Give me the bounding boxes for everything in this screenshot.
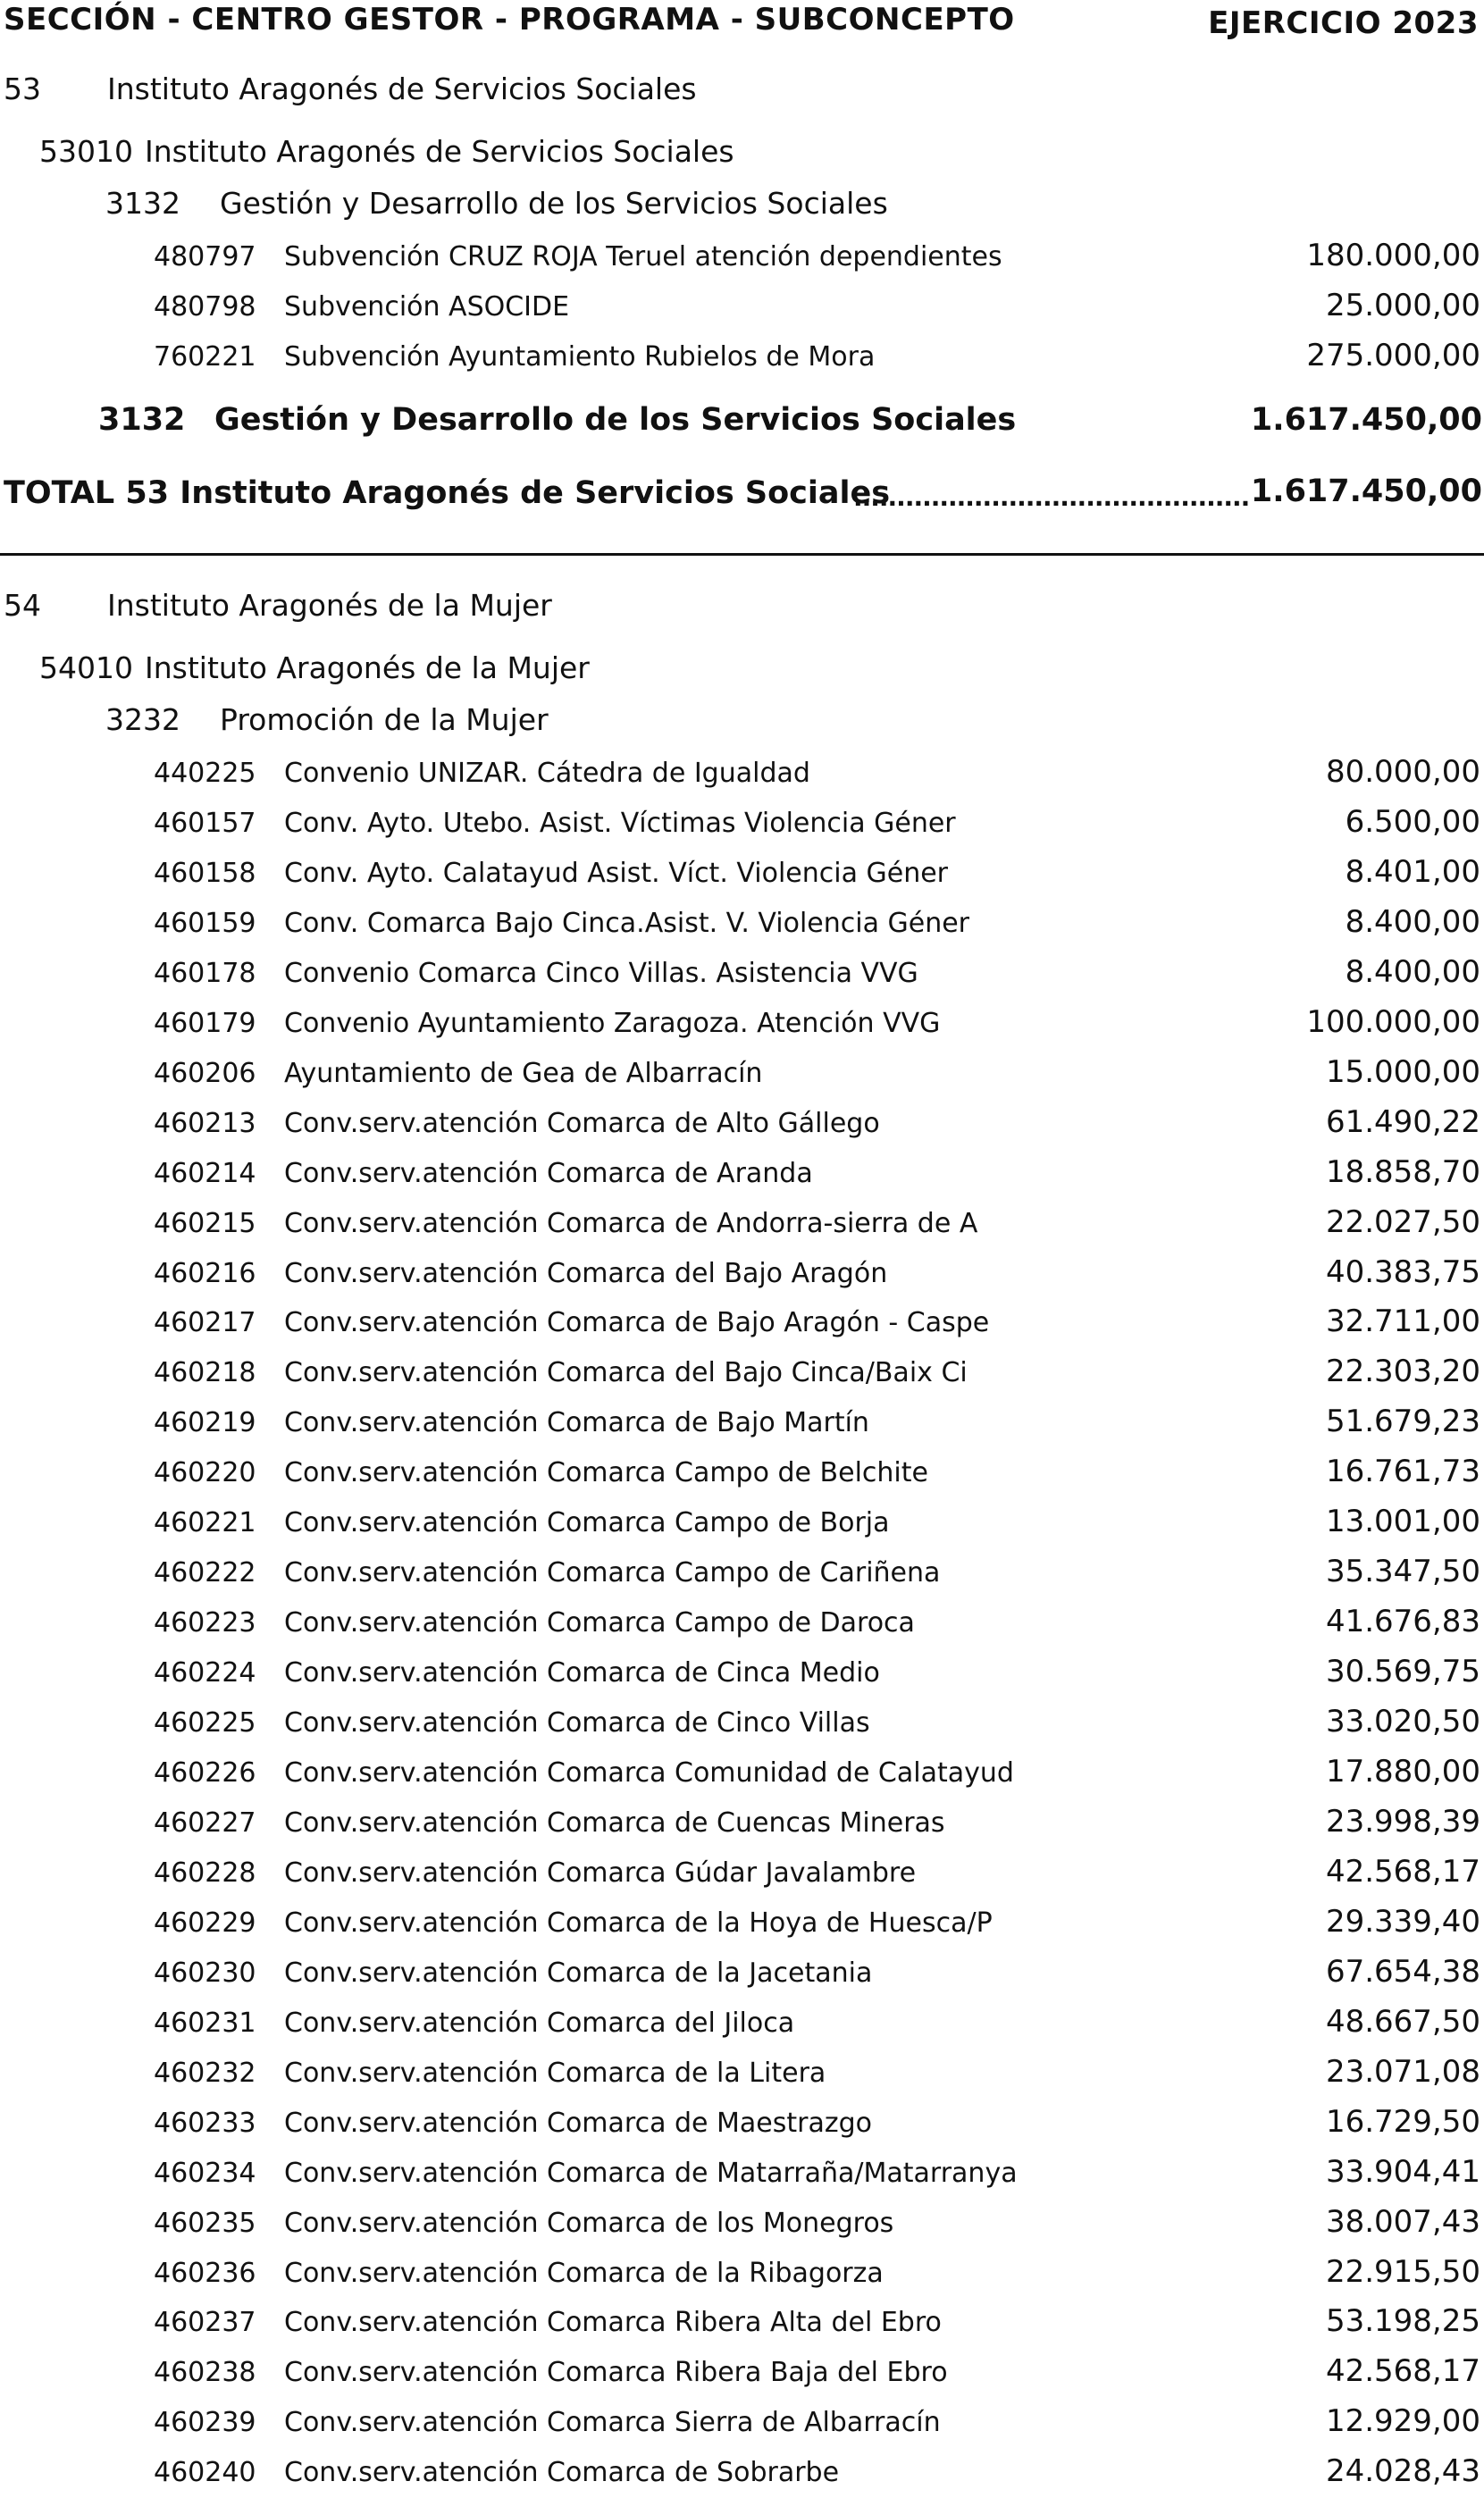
line-item-description: Conv. Ayto. Utebo. Asist. Víctimas Violencia Géner <box>284 807 956 839</box>
line-item-amount: 35.347,50 <box>1325 1554 1480 1590</box>
line-item-description: Conv.serv.atención Comarca de Andorra-sierra de A <box>284 1207 978 1239</box>
program-name: Promoción de la Mujer <box>220 702 549 737</box>
line-item-row <box>0 849 1484 899</box>
line-item-amount: 40.383,75 <box>1325 1253 1480 1290</box>
section-code: 53 <box>4 71 41 106</box>
line-item-code: 460233 <box>154 2107 256 2139</box>
line-item-description: Conv.serv.atención Comarca de Bajo Aragón - Caspe <box>284 1307 990 1339</box>
line-item-description: Conv.serv.atención Comarca de la Hoya de Huesca/P <box>284 1907 993 1939</box>
line-item-code: 460222 <box>154 1557 256 1589</box>
line-item-amount: 53.198,25 <box>1325 2303 1480 2340</box>
line-item-row <box>0 1798 1484 1848</box>
fiscal-year-label: EJERCICIO 2023 <box>1208 5 1479 41</box>
line-item-code: 460237 <box>154 2307 256 2339</box>
section-divider <box>0 553 1484 556</box>
line-item-row <box>0 1199 1484 1249</box>
line-item-description: Conv. Ayto. Calatayud Asist. Víct. Violencia Géner <box>284 857 949 889</box>
line-item-code: 440225 <box>154 758 256 789</box>
line-item-row <box>0 999 1484 1049</box>
program-3132-heading <box>105 186 888 221</box>
program-name: Gestión y Desarrollo de los Servicios Sociales <box>220 186 888 221</box>
program-code: 3232 <box>105 702 180 737</box>
line-item-code: 460214 <box>154 1157 256 1189</box>
leader-dots: .............................................. <box>853 482 1250 512</box>
line-item-code: 460239 <box>154 2407 256 2439</box>
line-item-row <box>0 282 1484 332</box>
line-item-row <box>0 1748 1484 1798</box>
section-code: 54 <box>4 588 41 623</box>
line-item-row <box>0 1448 1484 1498</box>
line-item-row <box>0 2149 1484 2199</box>
line-item-description: Conv.serv.atención Comarca de Alto Gállego <box>284 1107 880 1139</box>
line-item-description: Conv.serv.atención Comarca de la Ribagorza <box>284 2257 884 2289</box>
line-item-description: Conv.serv.atención Comarca Comunidad de Calatayud <box>284 1757 1014 1789</box>
line-item-row <box>0 232 1484 282</box>
line-item-code: 480798 <box>154 291 256 323</box>
line-item-amount: 18.858,70 <box>1325 1153 1480 1190</box>
line-item-amount: 29.339,40 <box>1325 1903 1480 1940</box>
line-item-amount: 24.028,43 <box>1325 2453 1480 2490</box>
line-item-amount: 30.569,75 <box>1325 1654 1480 1690</box>
line-item-code: 460216 <box>154 1257 256 1289</box>
section-54-heading <box>4 588 552 623</box>
line-item-code: 460159 <box>154 907 256 939</box>
line-item-amount: 61.490,22 <box>1325 1103 1480 1140</box>
line-item-row <box>0 1598 1484 1648</box>
line-item-row <box>0 949 1484 999</box>
line-item-description: Conv.serv.atención Comarca de la Litera <box>284 2057 826 2089</box>
section-total-amount: 1.617.450,00 <box>1250 474 1482 509</box>
line-item-row <box>0 1348 1484 1398</box>
line-item-code: 460213 <box>154 1107 256 1139</box>
line-item-code: 460217 <box>154 1307 256 1339</box>
line-item-code: 460218 <box>154 1357 256 1389</box>
line-item-description: Conv.serv.atención Comarca Campo de Borja <box>284 1507 890 1539</box>
line-item-amount: 41.676,83 <box>1325 1604 1480 1640</box>
line-item-code: 460226 <box>154 1757 256 1789</box>
program-subtotal-label <box>98 402 1017 438</box>
center-name: Instituto Aragonés de la Mujer <box>145 650 590 685</box>
line-item-code: 460229 <box>154 1907 256 1939</box>
line-item-amount: 275.000,00 <box>1306 338 1480 373</box>
center-code: 53010 <box>39 134 133 169</box>
line-item-description: Conv.serv.atención Comarca de Cuencas Mineras <box>284 1806 945 1839</box>
line-item-amount: 15.000,00 <box>1325 1053 1480 1090</box>
line-item-description: Conv.serv.atención Comarca del Jiloca <box>284 2007 795 2039</box>
line-item-code: 460232 <box>154 2057 256 2089</box>
line-item-amount: 100.000,00 <box>1306 1003 1480 1040</box>
line-item-description: Convenio Ayuntamiento Zaragoza. Atención VVG <box>284 1007 941 1039</box>
line-item-code: 460228 <box>154 1857 256 1889</box>
line-item-row <box>0 1249 1484 1299</box>
line-item-code: 480797 <box>154 241 256 272</box>
line-item-amount: 48.667,50 <box>1325 2003 1480 2040</box>
line-item-description: Conv.serv.atención Comarca del Bajo Cinca/Baix Ci <box>284 1357 968 1389</box>
line-item-code: 460235 <box>154 2207 256 2239</box>
line-item-amount: 22.027,50 <box>1325 1203 1480 1240</box>
line-item-code: 460225 <box>154 1707 256 1739</box>
line-item-code: 460230 <box>154 1957 256 1989</box>
line-item-code: 460240 <box>154 2457 256 2489</box>
line-item-amount: 42.568,17 <box>1325 2353 1480 2390</box>
line-item-description: Subvención CRUZ ROJA Teruel atención dependientes <box>284 241 1002 272</box>
section-53-heading <box>4 71 697 106</box>
line-item-code: 460238 <box>154 2357 256 2389</box>
line-item-code: 460179 <box>154 1007 256 1039</box>
line-item-amount: 8.400,00 <box>1345 903 1480 940</box>
line-item-description: Conv.serv.atención Comarca Campo de Daroca <box>284 1607 915 1639</box>
line-item-row <box>0 1848 1484 1899</box>
line-item-description: Conv. Comarca Bajo Cinca.Asist. V. Violencia Géner <box>284 907 970 939</box>
section-name: Instituto Aragonés de Servicios Sociales <box>107 71 697 106</box>
program-code: 3132 <box>105 186 180 221</box>
line-item-row <box>0 1999 1484 2049</box>
line-item-amount: 32.711,00 <box>1325 1303 1480 1340</box>
line-item-description: Conv.serv.atención Comarca Gúdar Javalambre <box>284 1857 917 1889</box>
line-item-code: 460158 <box>154 857 256 889</box>
subtotal-name: Gestión y Desarrollo de los Servicios Sociales <box>214 402 1017 438</box>
line-item-row <box>0 749 1484 799</box>
line-item-amount: 16.729,50 <box>1325 2103 1480 2140</box>
line-item-description: Conv.serv.atención Comarca Ribera Baja del Ebro <box>284 2357 948 2389</box>
line-item-row <box>0 2448 1484 2498</box>
line-item-description: Conv.serv.atención Comarca de Cinco Villas <box>284 1707 870 1739</box>
line-item-row <box>0 799 1484 849</box>
line-item-description: Conv.serv.atención Comarca de Sobrarbe <box>284 2457 840 2489</box>
line-item-code: 460220 <box>154 1457 256 1489</box>
line-item-description: Subvención Ayuntamiento Rubielos de Mora <box>284 341 876 373</box>
line-item-code: 460157 <box>154 807 256 839</box>
center-code: 54010 <box>39 650 133 685</box>
line-item-description: Conv.serv.atención Comarca de Maestrazgo <box>284 2107 873 2139</box>
line-item-amount: 67.654,38 <box>1325 1953 1480 1990</box>
line-item-amount: 33.020,50 <box>1325 1704 1480 1740</box>
subtotal-code: 3132 <box>98 402 186 438</box>
line-item-row <box>0 2199 1484 2249</box>
line-item-amount: 51.679,23 <box>1325 1404 1480 1440</box>
line-item-description: Conv.serv.atención Comarca del Bajo Aragón <box>284 1257 888 1289</box>
line-item-row <box>0 1949 1484 1999</box>
line-item-amount: 22.303,20 <box>1325 1354 1480 1390</box>
line-item-amount: 22.915,50 <box>1325 2253 1480 2290</box>
line-item-row <box>0 2099 1484 2149</box>
line-item-amount: 8.401,00 <box>1345 853 1480 890</box>
line-item-row <box>0 1398 1484 1448</box>
line-item-amount: 13.001,00 <box>1325 1504 1480 1540</box>
line-item-description: Conv.serv.atención Comarca de Matarraña/Matarranya <box>284 2157 1018 2189</box>
line-item-row <box>0 1899 1484 1949</box>
line-item-row <box>0 1548 1484 1598</box>
line-item-row <box>0 899 1484 949</box>
line-item-row <box>0 1049 1484 1099</box>
line-item-description: Conv.serv.atención Comarca Sierra de Albarracín <box>284 2407 941 2439</box>
line-item-code: 460224 <box>154 1657 256 1689</box>
line-item-amount: 17.880,00 <box>1325 1754 1480 1790</box>
line-item-code: 460206 <box>154 1057 256 1089</box>
center-53010-heading <box>39 134 734 169</box>
line-item-amount: 38.007,43 <box>1325 2203 1480 2240</box>
line-item-amount: 12.929,00 <box>1325 2403 1480 2440</box>
line-item-row <box>0 1498 1484 1548</box>
line-item-description: Conv.serv.atención Comarca de los Monegros <box>284 2207 894 2239</box>
line-item-description: Conv.serv.atención Comarca de Bajo Martín <box>284 1407 869 1439</box>
line-item-code: 460234 <box>154 2157 256 2189</box>
line-item-code: 760221 <box>154 341 256 373</box>
line-item-row <box>0 1648 1484 1698</box>
center-name: Instituto Aragonés de Servicios Sociales <box>145 134 734 169</box>
section-name: Instituto Aragonés de la Mujer <box>107 588 552 623</box>
line-item-code: 460178 <box>154 957 256 989</box>
section-total-label: TOTAL 53 Instituto Aragonés de Servicios Sociales <box>4 475 891 511</box>
line-item-amount: 25.000,00 <box>1325 288 1480 323</box>
program-subtotal-amount: 1.617.450,00 <box>1250 402 1482 438</box>
line-item-amount: 33.904,41 <box>1325 2153 1480 2190</box>
line-item-description: Subvención ASOCIDE <box>284 291 570 323</box>
line-item-description: Conv.serv.atención Comarca Ribera Alta del Ebro <box>284 2307 942 2339</box>
line-item-row <box>0 332 1484 382</box>
line-item-code: 460215 <box>154 1207 256 1239</box>
line-item-row <box>0 1099 1484 1149</box>
line-item-amount: 16.761,73 <box>1325 1454 1480 1490</box>
line-item-amount: 42.568,17 <box>1325 1853 1480 1890</box>
line-item-description: Convenio UNIZAR. Cátedra de Igualdad <box>284 758 810 789</box>
line-item-code: 460227 <box>154 1806 256 1839</box>
line-item-description: Conv.serv.atención Comarca Campo de Belchite <box>284 1457 928 1489</box>
line-item-code: 460221 <box>154 1507 256 1539</box>
line-item-row <box>0 2298 1484 2348</box>
line-item-description: Conv.serv.atención Comarca Campo de Cariñena <box>284 1557 941 1589</box>
line-item-row <box>0 2049 1484 2099</box>
line-item-amount: 6.500,00 <box>1345 803 1480 840</box>
line-item-row <box>0 1298 1484 1348</box>
line-item-code: 460223 <box>154 1607 256 1639</box>
line-item-amount: 180.000,00 <box>1306 238 1480 273</box>
line-item-amount: 8.400,00 <box>1345 953 1480 990</box>
line-item-row <box>0 2249 1484 2299</box>
program-3232-heading <box>105 702 549 737</box>
line-item-amount: 23.998,39 <box>1325 1803 1480 1840</box>
line-item-code: 460236 <box>154 2257 256 2289</box>
column-header-title: SECCIÓN - CENTRO GESTOR - PROGRAMA - SUBCONCEPTO <box>4 2 1015 38</box>
line-item-description: Conv.serv.atención Comarca de Aranda <box>284 1157 813 1189</box>
line-item-description: Ayuntamiento de Gea de Albarracín <box>284 1057 763 1089</box>
center-54010-heading <box>39 650 590 685</box>
line-item-description: Conv.serv.atención Comarca de la Jacetania <box>284 1957 873 1989</box>
line-item-row <box>0 1149 1484 1199</box>
line-item-amount: 23.071,08 <box>1325 2053 1480 2090</box>
line-item-description: Convenio Comarca Cinco Villas. Asistencia VVG <box>284 957 918 989</box>
line-item-row <box>0 2398 1484 2448</box>
line-item-code: 460231 <box>154 2007 256 2039</box>
line-item-row <box>0 1698 1484 1748</box>
line-item-code: 460219 <box>154 1407 256 1439</box>
line-item-row <box>0 2348 1484 2398</box>
line-item-description: Conv.serv.atención Comarca de Cinca Medio <box>284 1657 880 1689</box>
line-item-amount: 80.000,00 <box>1325 754 1480 790</box>
